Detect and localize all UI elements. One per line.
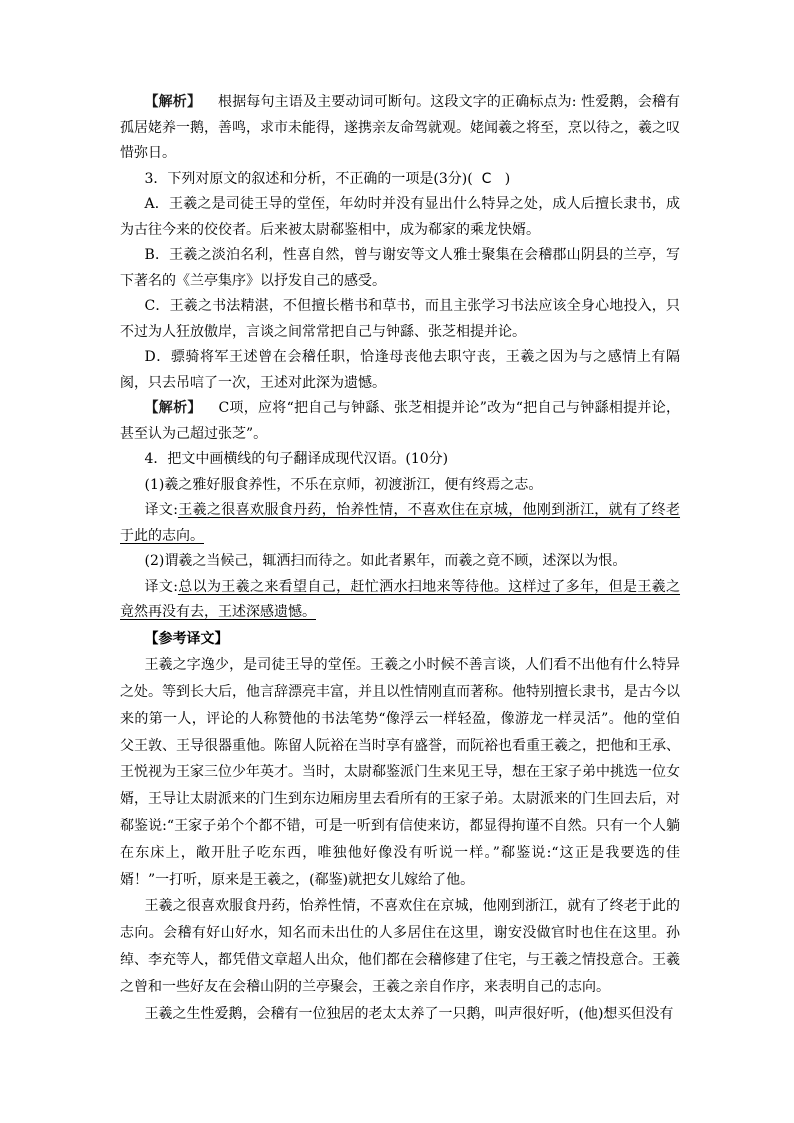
translation-text: 总以为王羲之来看望自己，赶忙洒水扫地来等待他。这样过了多年，但是王羲之竟然再没有去，王述深感遗憾。 — [120, 578, 681, 620]
question-3-answer — [473, 171, 505, 187]
answer-letter: C — [481, 170, 492, 187]
page-content — [120, 90, 680, 1027]
analysis-paragraph-2 — [120, 396, 680, 447]
sentence-2: (2)谓羲之当候己，辄洒扫而待之。如此者累年，而羲之竟不顾，述深以为恨。 — [144, 553, 627, 569]
option-c: C．王羲之书法精湛，不但擅长楷书和草书，而且主张学习书法应该全身心地投入，只不过为人狂放傲岸，言谈之间常常把自己与钟繇、张芝相提并论。 — [120, 298, 680, 340]
question-4-stem: 4．把文中画横线的句子翻译成现代汉语。(10分) — [144, 451, 449, 467]
question-stem-close: ) — [504, 170, 511, 187]
translation-text: 王羲之很喜欢服食丹药，怡养性情，不喜欢住在京城，他刚到浙江，就有了终老于此的志向。 — [120, 502, 681, 544]
analysis-tag: 【解析】 — [144, 94, 202, 110]
reference-translation — [120, 626, 680, 1028]
question-3-stem — [120, 167, 680, 193]
option-d: D．骠骑将军王述曾在会稽任职，恰逢母丧他去职守丧，王羲之因为与之感情上有隔阂，只去吊唁了一次，王述对此深为遗憾。 — [120, 349, 680, 391]
reference-paragraph-2: 王羲之很喜欢服食丹药，怡养性情，不喜欢住在京城，他刚到浙江，就有了终老于此的志向。会稽有好山好水，知名而未出仕的人多居住在这里，谢安没做官时也住在这里。孙绰、李充等人，都凭借文章超人出众，他们都在会稽修建了住宅，与王羲之情投意合。王羲之曾和一些好友在会稽山阴的兰亭聚会，王羲之亲自作序，来表明自己的志向。 — [120, 898, 680, 995]
reference-title-text: 【参考译文】 — [144, 630, 229, 647]
reference-paragraph-1: 王羲之字逸少，是司徒王导的堂侄。王羲之小时候不善言谈，人们看不出他有什么特异之处。等到长大后，他言辞漂亮丰富，并且以性情刚直而著称。他特别擅长隶书，是古今以来的第一人，评论的人称赞他的书法笔势“像浮云一样轻盈，像游龙一样灵活”。他的堂伯父王敦、王导很器重他。陈留人阮裕在当时享有盛誉，而阮裕也看重王羲之，把他和王承、王悦视为王家三位少年英才。当时，太尉郗鉴派门生来见王导，想在王家子弟中挑选一位女婿，王导让太尉派来的门生到东边厢房里去看所有的王家子弟。太尉派来的门生回去后，对郗鉴说:“王家子弟个个都不错，可是一听到有信使来访，都显得拘谨不自然。只有一个人躺在东床上，敞开肚子吃东西，唯独他好像没有听说一样。”郗鉴说:“这正是我要选的佳婿！”一打听，原来是王羲之，(郗鉴)就把女儿嫁给了他。 — [120, 657, 680, 888]
reference-title — [120, 626, 680, 653]
option-a: A．王羲之是司徒王导的堂侄，年幼时并没有显出什么特异之处，成人后擅长隶书，成为古往今来的佼佼者。后来被太尉郗鉴相中，成为郗家的乘龙快婿。 — [120, 196, 680, 238]
sentence-1: (1)羲之雅好服食养性，不乐在京师，初渡浙江，便有终焉之志。 — [144, 476, 543, 493]
translation-2 — [120, 575, 680, 626]
translation-label: 译文: — [144, 578, 178, 595]
reference-paragraph-3: 王羲之生性爱鹅，会稽有一位独居的老太太养了一只鹅，叫声很好听，(他)想买但没有 — [144, 1005, 674, 1022]
analysis-text: C项，应将“把自己与钟繇、张芝相提并论”改为“把自己与钟繇相提并论，甚至认为己超过张芝”。 — [120, 400, 680, 442]
analysis-paragraph-1 — [120, 90, 680, 167]
analysis-tag: 【解析】 — [144, 400, 202, 416]
question-stem-text: 3．下列对原文的叙述和分析，不正确的一项是(3分)( — [144, 170, 473, 187]
translation-label: 译文: — [144, 502, 178, 518]
option-b: B．王羲之淡泊名利，性喜自然，曾与谢安等文人雅士聚集在会稽郡山阴县的兰亭，写下著名的《兰亭集序》以抒发自己的感受。 — [120, 247, 680, 289]
translation-1 — [120, 498, 680, 549]
analysis-text: 根据每句主语及主要动词可断句。这段文字的正确标点为: 性爱鹅，会稽有孤居姥养一鹅，善鸣，求市未能得，遂携亲友命驾就观。姥闻羲之将至，烹以待之，羲之叹惜弥日。 — [120, 94, 681, 161]
